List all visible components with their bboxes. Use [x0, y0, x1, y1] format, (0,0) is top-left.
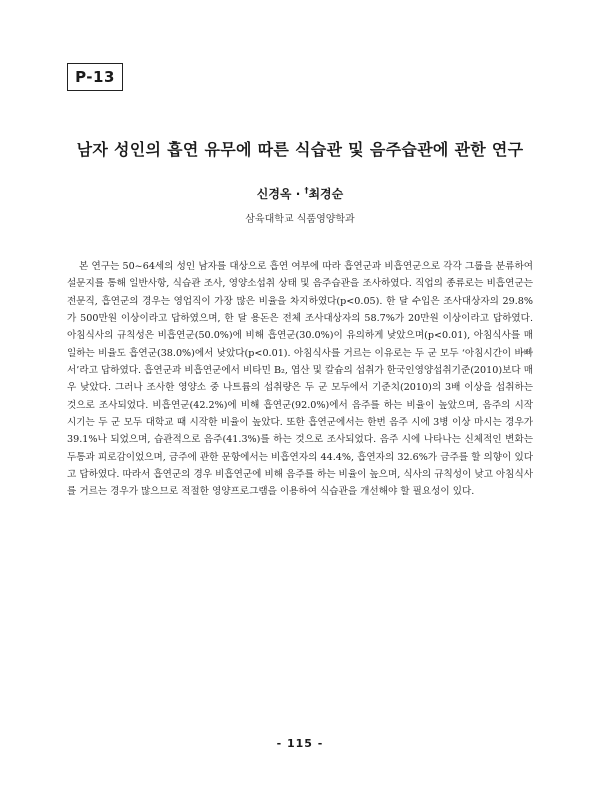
author-line	[0, 185, 600, 202]
corresponding-mark: †	[304, 186, 309, 195]
affiliation: 삼육대학교 식품영양학과	[245, 214, 355, 225]
poster-code-box	[67, 63, 123, 91]
paper-title: 남자 성인의 흡연 유무에 따른 식습관 및 음주습관에 관한 연구	[76, 140, 524, 159]
poster-code: P-13	[75, 68, 115, 86]
author-separator: ·	[291, 187, 305, 201]
author-corresponding: 최경순	[308, 187, 344, 201]
page-number: - 115 -	[276, 737, 324, 750]
author-first: 신경옥	[256, 187, 292, 201]
abstract-body: 본 연구는 50~64세의 성인 남자를 대상으로 흡연 여부에 따라 흡연군과 비흡연군으로 각각 그룹을 분류하여 설문지를 통해 일반사항, 식습관 조사, 영양소섭취 상태 및 음주습관을 조사하였다. 직업의 종류로는 비흡연군는 전문직, 흡연군의 경우는 영업직이 가장 많은 비율을 차지하였다(p<0.05). 한 달 수입은 조사대상자의 29.8%가 500만원 이상이라고 답하였으며, 한 달 용돈은 전체 조사대상자의 58.7%가 20만원 이상이라고 답하였다. 아침식사의 규칙성은 비흡연군(50.0%)에 비해 흡연군(30.0%)이 유의하게 낮았으며(p<0.01), 아침식사를 매일하는 비율도 흡연군(38.0%)에서 낮았다(p<0.01). 아침식사를 거르는 이유로는 두 군 모두 ‘아침시간이 바빠서’라고 답하였다. 흡연군과 비흡연군에서 비타민 B₂, 엽산 및 칼슘의 섭취가 한국인영양섭취기준(2010)보다 매우 낮았다. 그러나 조사한 영양소 중 나트륨의 섭취량은 두 군 모두에서 기준치(2010)의 3배 이상을 섭취하는 것으로 조사되었다. 비흡연군(42.2%)에 비해 흡연군(92.0%)에서 음주를 하는 비율이 높았으며, 음주의 시작 시기는 두 군 모두 대학교 때 시작한 비율이 높았다. 또한 흡연군에서는 한번 음주 시에 3병 이상 마시는 경우가 39.1%나 되었으며, 습관적으로 음주(41.3%)를 하는 것으로 조사되었다. 음주 시에 나타나는 신체적인 변화는 두통과 피로감이었으며, 금주에 관한 문항에서는 비흡연자의 44.4%, 흡연자의 32.6%가 금주를 할 의향이 있다고 답하였다. 따라서 흡연군의 경우 비흡연군에 비해 음주를 하는 비율이 높으며, 식사의 규칙성이 낮고 아침식사를 거르는 경우가 많으므로 적절한 영양프로그램을 이용하여 식습관을 개선해야 할 필요성이 있다.	[67, 261, 533, 498]
